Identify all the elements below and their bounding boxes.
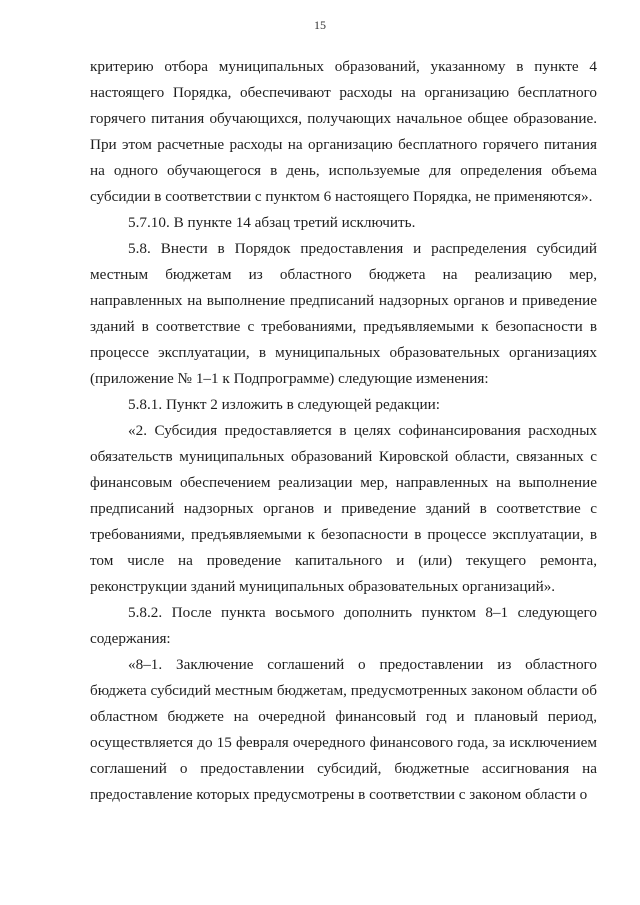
paragraph-6: 5.8.2. После пункта восьмого дополнить пунктом 8–1 следующего содержания: — [90, 604, 597, 647]
document-body — [90, 54, 597, 808]
paragraph-2: 5.7.10. В пункте 14 абзац третий исключить. — [128, 214, 416, 231]
paragraph-7: «8–1. Заключение соглашений о предоставлении из областного бюджета субсидий местным бюджетам, предусмотренных законом области об областном бюджете на очередной финансовый год и плановый период, осуществляется до 15 февраля очередного финансового года, за исключением соглашений о предоставлении субсидий, бюджетные ассигнования на предоставление которых предусмотрены в соответствии с законом области о — [90, 656, 597, 803]
paragraph-4: 5.8.1. Пункт 2 изложить в следующей редакции: — [128, 396, 441, 413]
page-number: 15 — [314, 18, 326, 32]
paragraph-1: критерию отбора муниципальных образований, указанному в пункте 4 настоящего Порядка, обеспечивают расходы на организацию бесплатного горячего питания обучающихся, получающих начальное общее образование. При этом расчетные расходы на организацию бесплатного горячего питания на одного обучающегося в день, используемые для определения объема субсидии в соответствии с пунктом 6 настоящего Порядка, не применяются». — [90, 58, 597, 205]
paragraph-5: «2. Субсидия предоставляется в целях софинансирования расходных обязательств муниципальных образований Кировской области, связанных с финансовым обеспечением реализации мер, направленных на выполнение предписаний надзорных органов и приведение зданий в соответствие с требованиями, предъявляемыми к безопасности в процессе эксплуатации, в том числе на проведение капитального и (или) текущего ремонта, реконструкции зданий муниципальных образовательных организаций». — [90, 422, 597, 595]
paragraph-3: 5.8. Внести в Порядок предоставления и распределения субсидий местным бюджетам из областного бюджета на реализацию мер, направленных на выполнение предписаний надзорных органов и приведение зданий в соответствие с требованиями, предъявляемыми к безопасности в процессе эксплуатации, в муниципальных образовательных организациях (приложение № 1–1 к Подпрограмме) следующие изменения: — [90, 240, 597, 387]
